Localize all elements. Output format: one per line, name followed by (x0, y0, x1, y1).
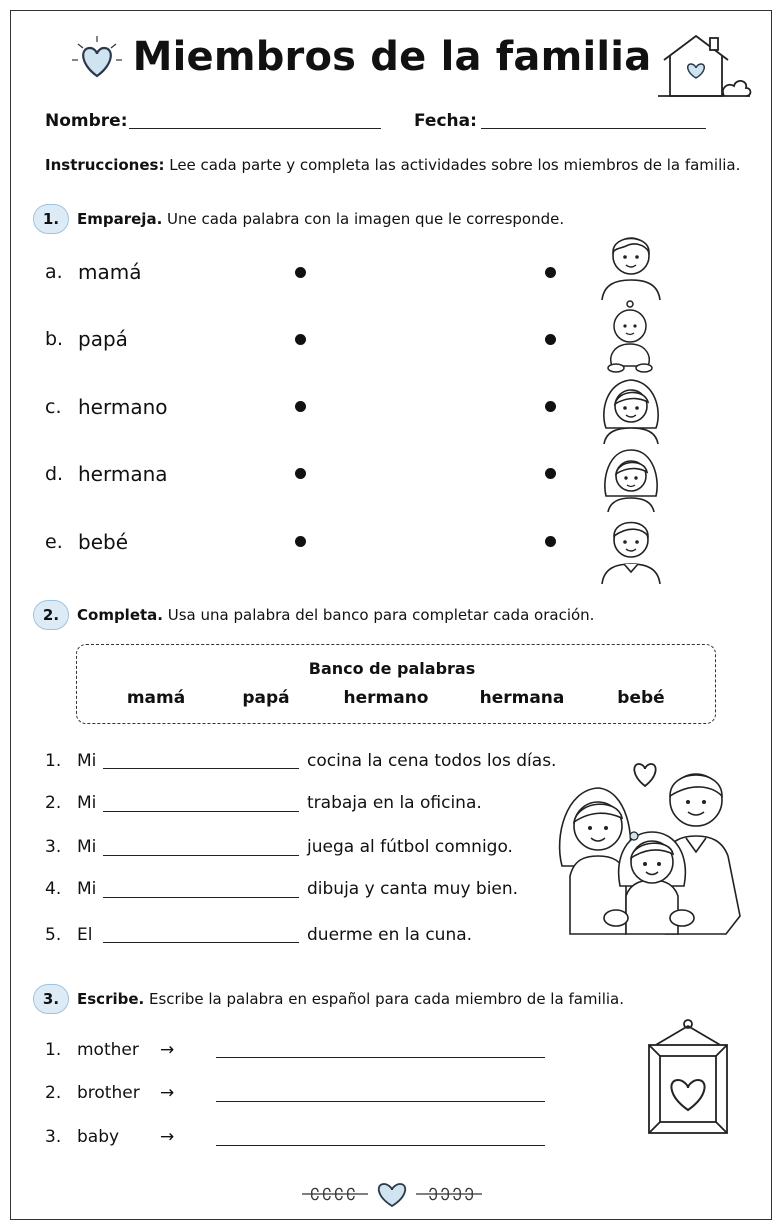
section-text: Usa una palabra del banco para completar cada oración. (163, 606, 595, 624)
date-label: Fecha: (414, 111, 477, 131)
match-letter: a. (45, 261, 63, 283)
match-word: hermano (78, 395, 168, 419)
sentence-start: Mi (77, 879, 97, 899)
section-text: Escribe la palabra en español para cada miembro de la familia. (144, 990, 624, 1008)
match-letter: d. (45, 463, 64, 485)
sentence-number: 3. (45, 837, 62, 857)
arrow-icon: → (160, 1040, 175, 1060)
section-title: Completa. (77, 606, 163, 624)
translation-word: baby (77, 1127, 120, 1147)
match-dot-left[interactable] (295, 536, 306, 547)
word-bank-word: papá (242, 688, 290, 708)
word-bank-word: hermano (343, 688, 429, 708)
house-icon (654, 30, 754, 100)
word-bank-word: mamá (126, 688, 186, 708)
sentence-number: 4. (45, 879, 62, 899)
match-word: mamá (78, 260, 142, 284)
match-dot-right[interactable] (545, 536, 556, 547)
instructions-text: Lee cada parte y completa las actividades sobre los miembros de la familia. (164, 156, 741, 174)
section-text: Une cada palabra con la imagen que le corresponde. (162, 210, 565, 228)
word-bank-word: bebé (617, 688, 665, 708)
date-field[interactable] (481, 128, 706, 129)
name-field[interactable] (129, 128, 381, 129)
sentence-blank[interactable] (103, 897, 299, 898)
section-title: Escribe. (77, 990, 145, 1008)
section-heading (77, 210, 564, 228)
translation-word: mother (77, 1040, 139, 1060)
match-word: hermana (78, 462, 168, 486)
man-illustration (598, 512, 664, 586)
family-illustration (556, 756, 746, 938)
match-letter: e. (45, 531, 63, 553)
sentence-end: juega al fútbol comnigo. (307, 837, 513, 857)
woman-illustration (598, 372, 664, 444)
sentence-end: cocina la cena todos los días. (307, 751, 557, 771)
section-badge: 3. (33, 984, 69, 1014)
translation-blank[interactable] (216, 1101, 545, 1102)
girl-illustration (600, 444, 662, 512)
match-dot-left[interactable] (295, 334, 306, 345)
translation-number: 3. (45, 1127, 62, 1147)
word-bank-word: hermana (479, 688, 565, 708)
translation-number: 1. (45, 1040, 62, 1060)
word-bank (76, 644, 716, 724)
match-dot-right[interactable] (545, 401, 556, 412)
boy-illustration (598, 226, 664, 302)
translation-blank[interactable] (216, 1057, 545, 1058)
sentence-blank[interactable] (103, 768, 299, 769)
sentence-number: 2. (45, 793, 62, 813)
match-word: bebé (78, 530, 128, 554)
sentence-blank[interactable] (103, 855, 299, 856)
sentence-number: 5. (45, 925, 62, 945)
sentence-number: 1. (45, 751, 62, 771)
match-dot-left[interactable] (295, 468, 306, 479)
name-label: Nombre: (45, 111, 128, 131)
match-dot-left[interactable] (295, 401, 306, 412)
section-badge: 2. (33, 600, 69, 630)
sentence-end: dibuja y canta muy bien. (307, 879, 519, 899)
translation-blank[interactable] (216, 1145, 545, 1146)
sentence-end: trabaja en la oficina. (307, 793, 482, 813)
match-letter: b. (45, 328, 64, 350)
decorative-divider-icon (298, 1178, 486, 1210)
section-title: Empareja. (77, 210, 163, 228)
sentence-blank[interactable] (103, 811, 299, 812)
sentence-blank[interactable] (103, 942, 299, 943)
instructions (45, 156, 740, 174)
page-title: Miembros de la familia (132, 34, 652, 80)
match-letter: c. (45, 396, 62, 418)
sentence-start: El (77, 925, 93, 945)
baby-illustration (602, 300, 658, 374)
match-dot-right[interactable] (545, 334, 556, 345)
sentence-start: Mi (77, 837, 97, 857)
section-heading (77, 606, 594, 624)
match-dot-left[interactable] (295, 267, 306, 278)
arrow-icon: → (160, 1127, 175, 1147)
section-heading (77, 990, 624, 1008)
sentence-start: Mi (77, 793, 97, 813)
sentence-start: Mi (77, 751, 97, 771)
match-dot-right[interactable] (545, 468, 556, 479)
section-badge: 1. (33, 204, 69, 234)
translation-word: brother (77, 1083, 140, 1103)
instructions-label: Instrucciones: (45, 156, 165, 174)
match-dot-right[interactable] (545, 267, 556, 278)
picture-frame-icon (646, 1018, 730, 1138)
sentence-end: duerme en la cuna. (307, 925, 473, 945)
arrow-icon: → (160, 1083, 175, 1103)
word-bank-title: Banco de palabras (308, 659, 476, 678)
match-word: papá (78, 327, 128, 351)
translation-number: 2. (45, 1083, 62, 1103)
